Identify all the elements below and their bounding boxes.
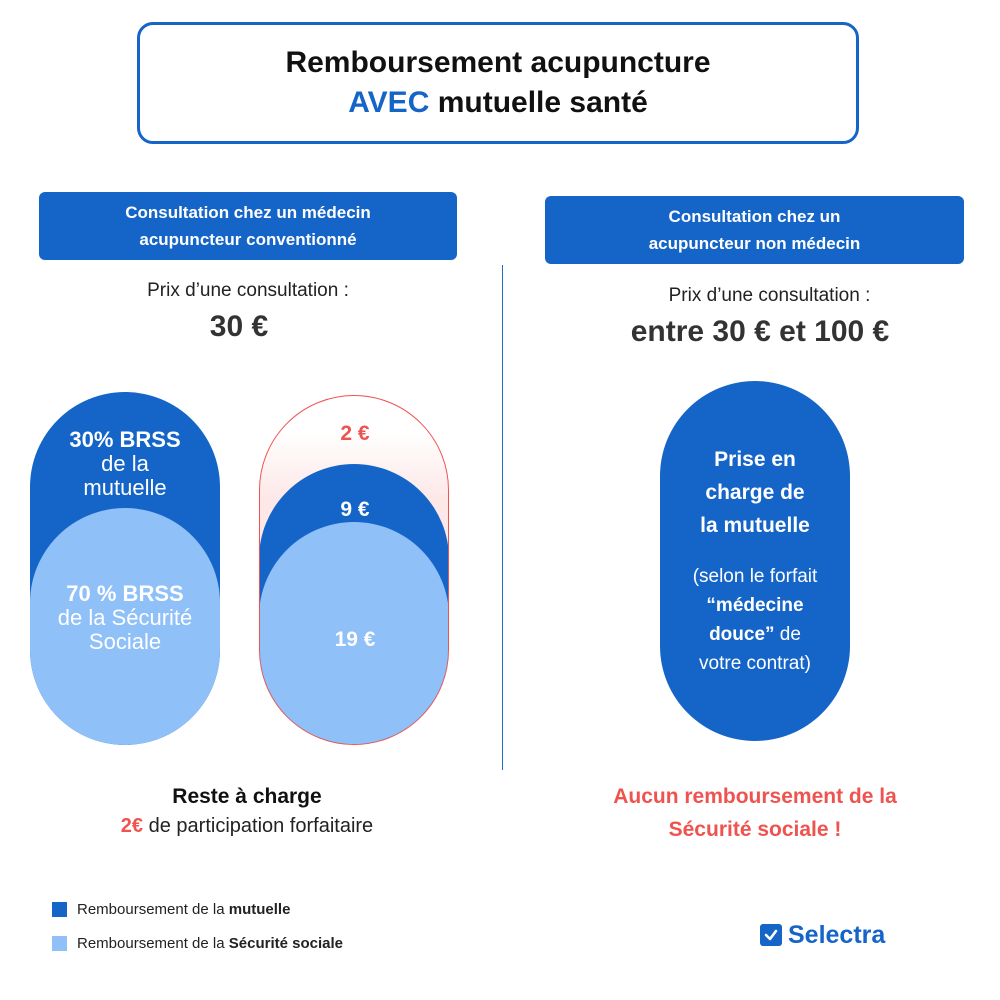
mutuelle-share-line3: mutuelle (83, 475, 167, 500)
reste-a-charge-detail (47, 815, 447, 838)
legend-swatch-mutuelle (52, 902, 67, 917)
secu-share-percent: 70 % BRSS (66, 581, 184, 606)
remaining-amount: 2 € (340, 422, 370, 445)
mutuelle-amount: 9 € (340, 498, 370, 521)
title-rest: mutuelle santé (437, 86, 648, 119)
secu-share-label (30, 582, 220, 654)
left-header-line1: Consultation chez un médecin (125, 203, 371, 222)
coverage-note-line4: votre contrat) (699, 653, 811, 674)
right-header-line1: Consultation chez un (668, 207, 841, 226)
coverage-note-bold1: “médecine (706, 595, 804, 616)
coverage-title-line2: charge de (705, 481, 805, 504)
left-section-header (39, 192, 457, 260)
brss-split-pill (30, 392, 220, 745)
warning-line2: Sécurité sociale ! (668, 818, 842, 841)
title-accent: AVEC (348, 86, 430, 119)
coverage-note (660, 562, 850, 678)
legend-item-mutuelle (52, 901, 290, 918)
reste-a-charge-amount: 2€ (120, 815, 144, 837)
mutuelle-share-line2: de la (101, 451, 149, 476)
mutuelle-coverage-pill (660, 381, 850, 741)
legend-item-secu (52, 935, 343, 952)
right-price-label: Prix d’une consultation : (668, 285, 871, 306)
secu-share-line2: de la Sécurité (57, 605, 193, 630)
coverage-note-bold2: douce” (709, 624, 775, 645)
coverage-title-line1: Prise en (714, 448, 796, 471)
page-subtitle (348, 83, 648, 123)
legend-bold: Sécurité sociale (228, 935, 343, 952)
coverage-note-rest2: de (779, 624, 801, 645)
warning-line1: Aucun remboursement de la (613, 785, 897, 808)
coverage-title-line3: la mutuelle (700, 514, 810, 537)
legend-prefix: Remboursement de la (77, 901, 225, 918)
vertical-divider (502, 265, 503, 770)
coverage-title (660, 443, 850, 542)
coverage-note-line3 (660, 620, 850, 649)
left-price-label: Prix d’une consultation : (147, 280, 349, 301)
secu-share-line3: Sociale (88, 629, 162, 654)
right-price-value: entre 30 € et 100 € (630, 315, 890, 348)
right-section-header (545, 196, 964, 264)
mutuelle-share-label (30, 428, 220, 500)
checkbox-icon (760, 924, 782, 946)
legend-prefix: Remboursement de la (77, 935, 225, 952)
secu-amount: 19 € (334, 628, 376, 651)
no-reimbursement-warning (545, 780, 965, 846)
mutuelle-share-percent: 30% BRSS (69, 427, 181, 452)
left-price-value: 30 € (209, 310, 269, 343)
reste-a-charge-text: de participation forfaitaire (148, 815, 374, 837)
page-title: Remboursement acupuncture (285, 46, 711, 79)
amount-split-pill (259, 395, 449, 745)
legend-bold: mutuelle (228, 901, 291, 918)
left-header-line2: acupuncteur conventionné (139, 230, 357, 249)
title-box (137, 22, 859, 144)
logo-text: Selectra (788, 920, 886, 949)
selectra-logo (760, 918, 885, 952)
coverage-note-line1: (selon le forfait (692, 566, 818, 587)
right-header-line2: acupuncteur non médecin (648, 234, 861, 253)
reste-a-charge-title: Reste à charge (172, 785, 322, 808)
legend-swatch-secu (52, 936, 67, 951)
